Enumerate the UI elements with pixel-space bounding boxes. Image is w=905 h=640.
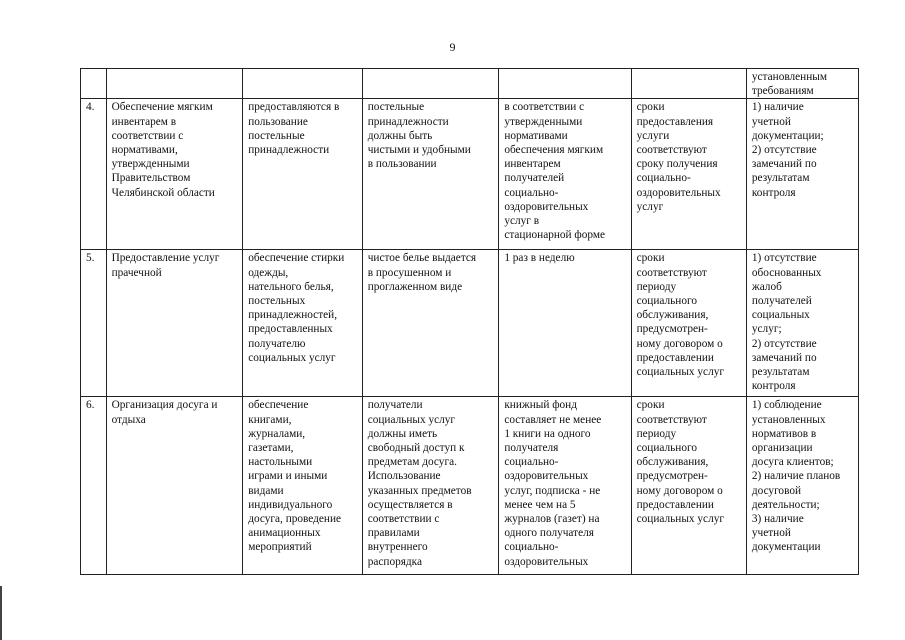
table-cell-volume: книжный фонд составляет не менее 1 книги на одного получателя социально- оздоровительных услуг, подписка - не менее чем на 5 журналов (газет) на одного получателя социально- оздоровительных xyxy=(499,397,631,575)
table-row xyxy=(81,99,859,250)
table-cell-evaluation: 1) наличие учетной документации; 2) отсутствие замечаний по результатам контроля xyxy=(746,99,858,250)
table-cell-evaluation: 1) соблюдение установленных нормативов в организации досуга клиентов; 2) наличие планов досуговой деятельности; 3) наличие учетной документации xyxy=(746,397,858,575)
table-cell-number: 5. xyxy=(81,250,107,397)
table-cell-terms xyxy=(631,69,746,99)
table-cell-number: 6. xyxy=(81,397,107,575)
table-cell-description: обеспечение книгами, журналами, газетами, настольными играми и иными видами индивидуального досуга, проведение анимационных мероприятий xyxy=(243,397,363,575)
table-row xyxy=(81,397,859,575)
table-row xyxy=(81,250,859,397)
services-table xyxy=(80,68,859,575)
table-cell-volume: 1 раз в неделю xyxy=(499,250,631,397)
table-row xyxy=(81,69,859,99)
table-cell-quality: чистое белье выдается в просушенном и проглаженном виде xyxy=(362,250,499,397)
page-number: 9 xyxy=(449,40,456,54)
table-cell-volume: в соответствии с утвержденными нормативами обеспечения мягким инвентарем получателей социально- оздоровительных услуг в стационарной форме xyxy=(499,99,631,250)
table-cell-terms: сроки предоставления услуги соответствуют сроку получения социально- оздоровительных услуг xyxy=(631,99,746,250)
table-cell-description xyxy=(243,69,363,99)
table-cell-evaluation: 1) отсутствие обоснованных жалоб получателей социальных услуг; 2) отсутствие замечаний по результатам контроля xyxy=(746,250,858,397)
table-cell-description: обеспечение стирки одежды, нательного белья, постельных принадлежностей, предоставленных получателю социальных услуг xyxy=(243,250,363,397)
table-cell-service-name: Предоставление услуг прачечной xyxy=(106,250,243,397)
table-cell-quality xyxy=(362,69,499,99)
table-cell-description: предоставляются в пользование постельные принадлежности xyxy=(243,99,363,250)
table-cell-terms: сроки соответствуют периоду социального обслуживания, предусмотрен- ному договором о предоставлении социальных услуг xyxy=(631,250,746,397)
table-cell-number xyxy=(81,69,107,99)
table-cell-number: 4. xyxy=(81,99,107,250)
scan-edge-mark xyxy=(0,586,2,640)
table-cell-service-name: Обеспечение мягким инвентарем в соответствии с нормативами, утвержденными Правительством Челябинской области xyxy=(106,99,243,250)
table-cell-service-name: Организация досуга и отдыха xyxy=(106,397,243,575)
table-cell-terms: сроки соответствуют периоду социального обслуживания, предусмотрен- ному договором о предоставлении социальных услуг xyxy=(631,397,746,575)
table-cell-evaluation: установленным требованиям xyxy=(746,69,858,99)
table-cell-quality: постельные принадлежности должны быть чистыми и удобными в пользовании xyxy=(362,99,499,250)
table-cell-quality: получатели социальных услуг должны иметь свободный доступ к предметам досуга. Использование указанных предметов осуществляется в соответствии с правилами внутреннего распорядка xyxy=(362,397,499,575)
table-cell-volume xyxy=(499,69,631,99)
table-cell-service-name xyxy=(106,69,243,99)
